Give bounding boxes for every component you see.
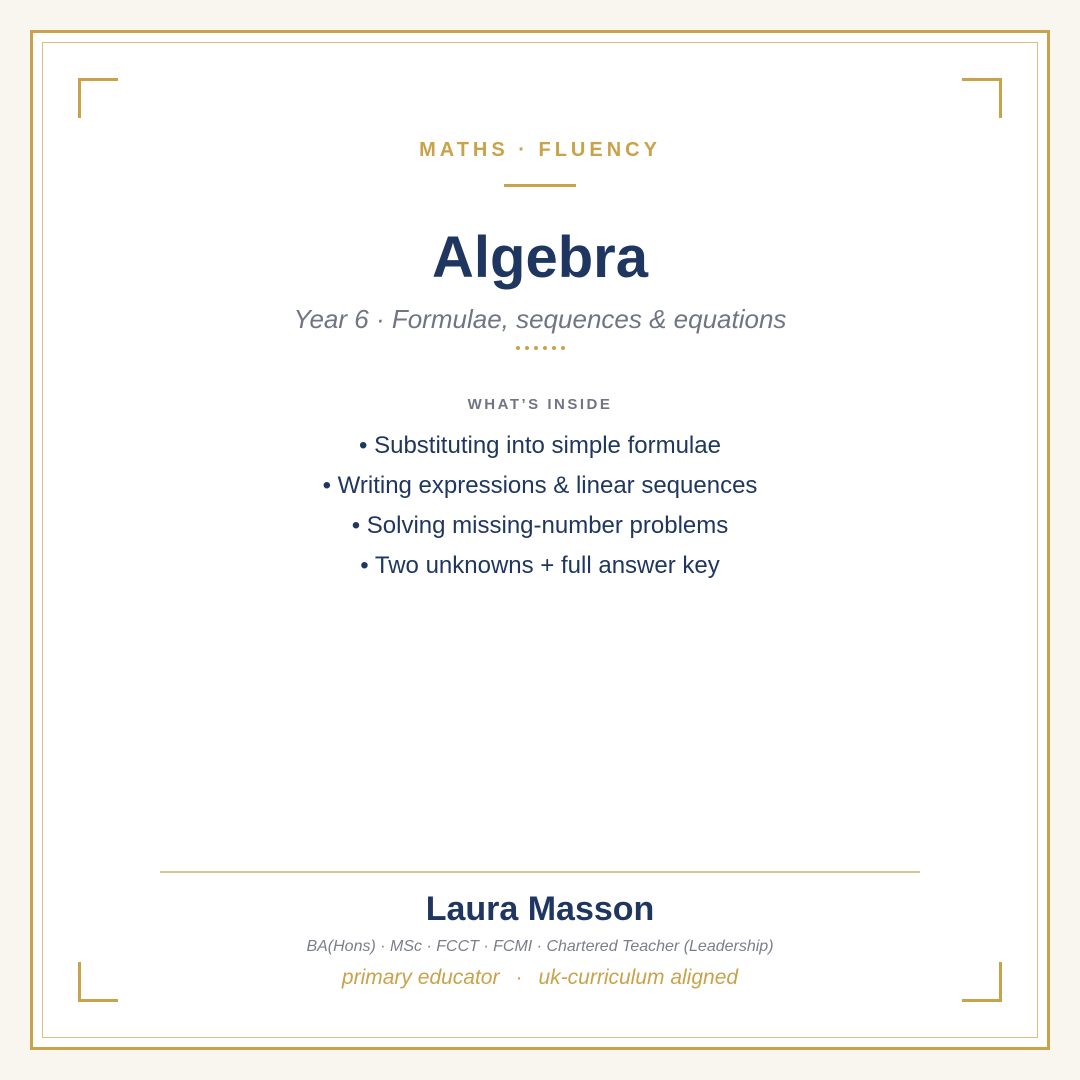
eyebrow-divider [504,184,576,187]
contents-list [0,426,1080,586]
tag-curriculum: uk-curriculum aligned [538,966,739,989]
page-subtitle: Year 6 · Formulae, sequences & equations [293,304,787,334]
contents-heading: WHAT’S INSIDE [467,396,613,413]
divider-dot [516,346,520,350]
divider-dot [534,346,538,350]
list-item: • Two unknowns + full answer key [360,552,720,579]
divider-dot [561,346,565,350]
tag-separator: · [515,966,523,989]
corner-ornament-top-right [962,78,1002,118]
divider-dot [543,346,547,350]
list-item: • Substituting into simple formulae [359,432,721,459]
tag-primary-educator: primary educator [341,966,500,989]
author-credentials: BA(Hons) · MSc · FCCT · FCMI · Chartered Teacher (Leadership) [306,938,774,955]
dotted-divider [0,346,1080,350]
corner-ornament-top-left [78,78,118,118]
list-item: • Solving missing-number problems [351,512,729,539]
page-title: Algebra [432,225,648,290]
divider-dot [525,346,529,350]
list-item: • Writing expressions & linear sequences [322,472,758,499]
divider-dot [552,346,556,350]
footer-divider [160,871,920,873]
author-name: Laura Masson [425,890,655,928]
subject-eyebrow: MATHS · FLUENCY [419,139,661,161]
author-tags [0,964,1080,992]
